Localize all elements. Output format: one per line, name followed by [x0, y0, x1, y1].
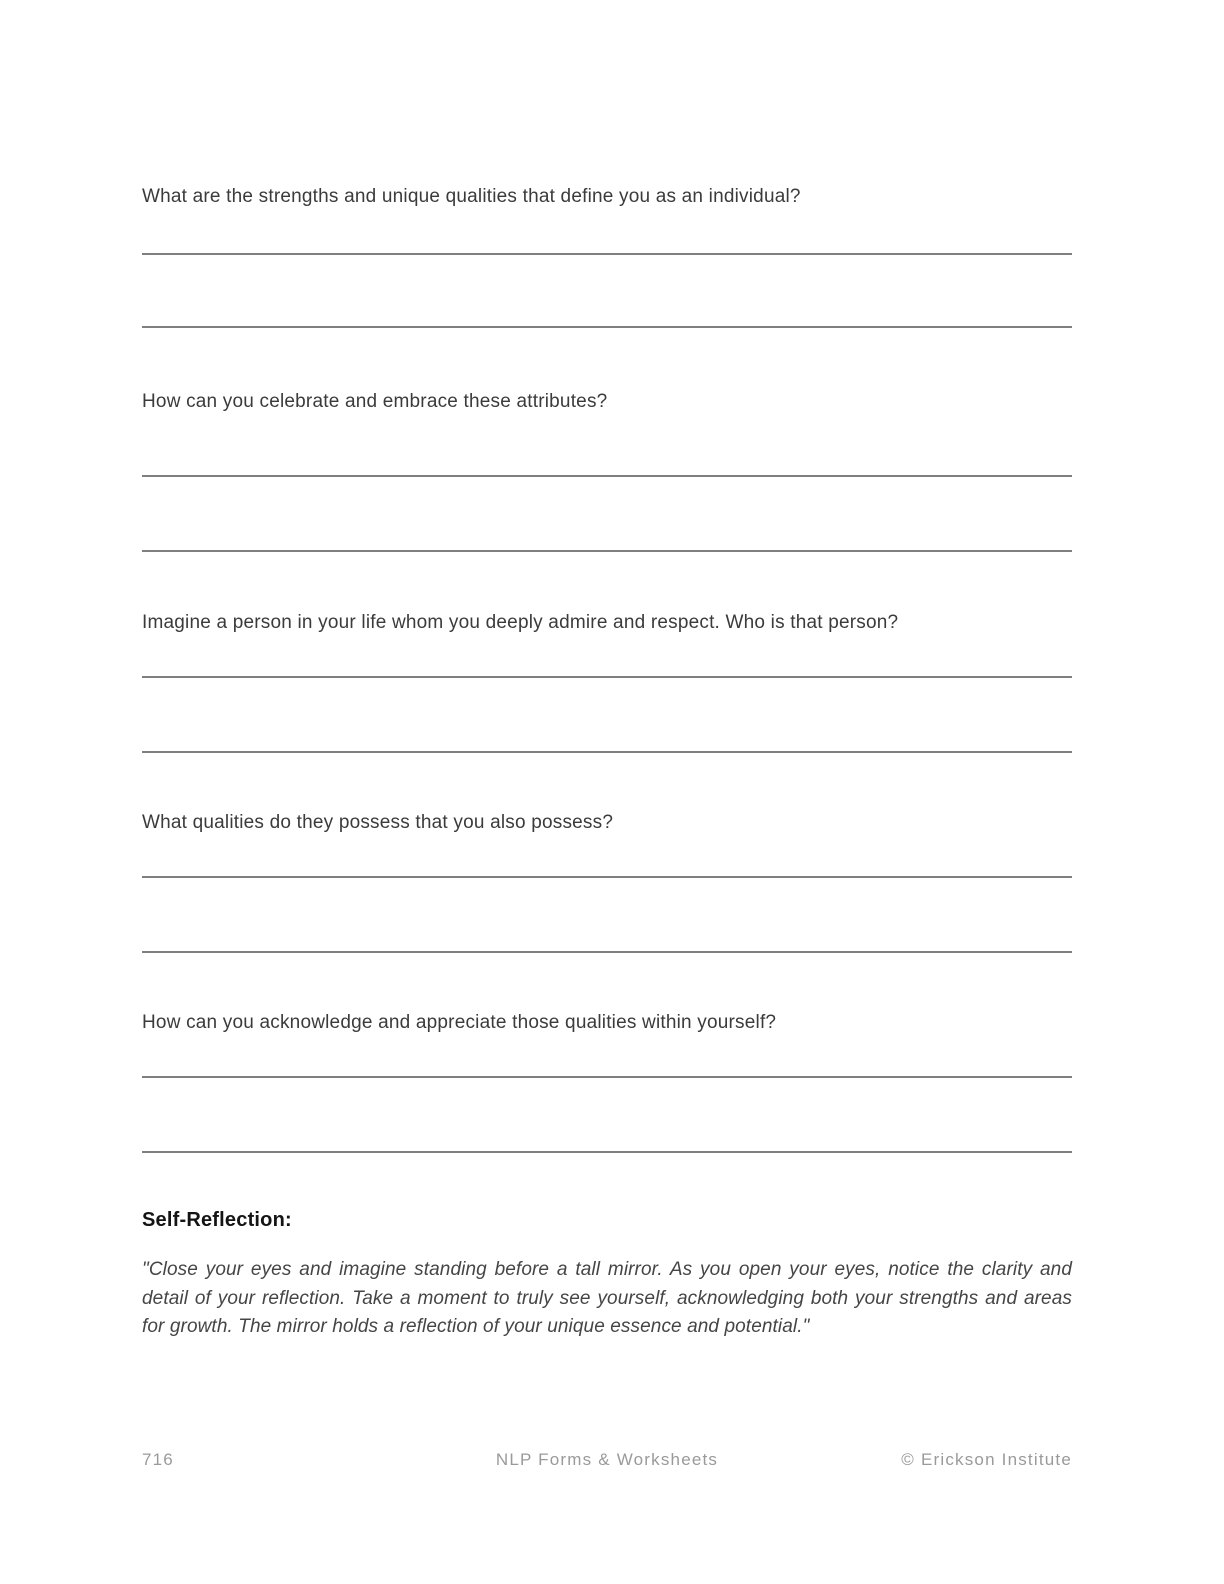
question-text-5: How can you acknowledge and appreciate those qualities within yourself? [142, 1012, 777, 1033]
answer-line [142, 951, 1072, 953]
question-text-4: What qualities do they possess that you also possess? [142, 812, 614, 833]
answer-line [142, 253, 1072, 255]
page-number: 716 [142, 1450, 174, 1469]
page-footer [142, 1450, 1072, 1470]
self-reflection-quote: "Close your eyes and imagine standing before a tall mirror. As you open your eyes, notice the clarity and detail of your reflection. Take a moment to truly see yourself, acknowledging both your strengths and areas for growth. The mirror holds a reflection of your unique essence and potential." [142, 1259, 1072, 1337]
answer-line [142, 475, 1072, 477]
answer-line [142, 550, 1072, 552]
question-text-2: How can you celebrate and embrace these attributes? [142, 391, 608, 412]
answer-line [142, 1076, 1072, 1078]
footer-copyright: © Erickson Institute [901, 1450, 1072, 1469]
self-reflection-heading: Self-Reflection: [142, 1209, 292, 1231]
footer-book-title: NLP Forms & Worksheets [495, 1450, 719, 1469]
answer-line [142, 326, 1072, 328]
answer-line [142, 1151, 1072, 1153]
question-text-1: What are the strengths and unique qualities that define you as an individual? [142, 186, 801, 207]
answer-line [142, 751, 1072, 753]
answer-line [142, 676, 1072, 678]
answer-line [142, 876, 1072, 878]
question-text-3: Imagine a person in your life whom you deeply admire and respect. Who is that person? [142, 612, 899, 633]
